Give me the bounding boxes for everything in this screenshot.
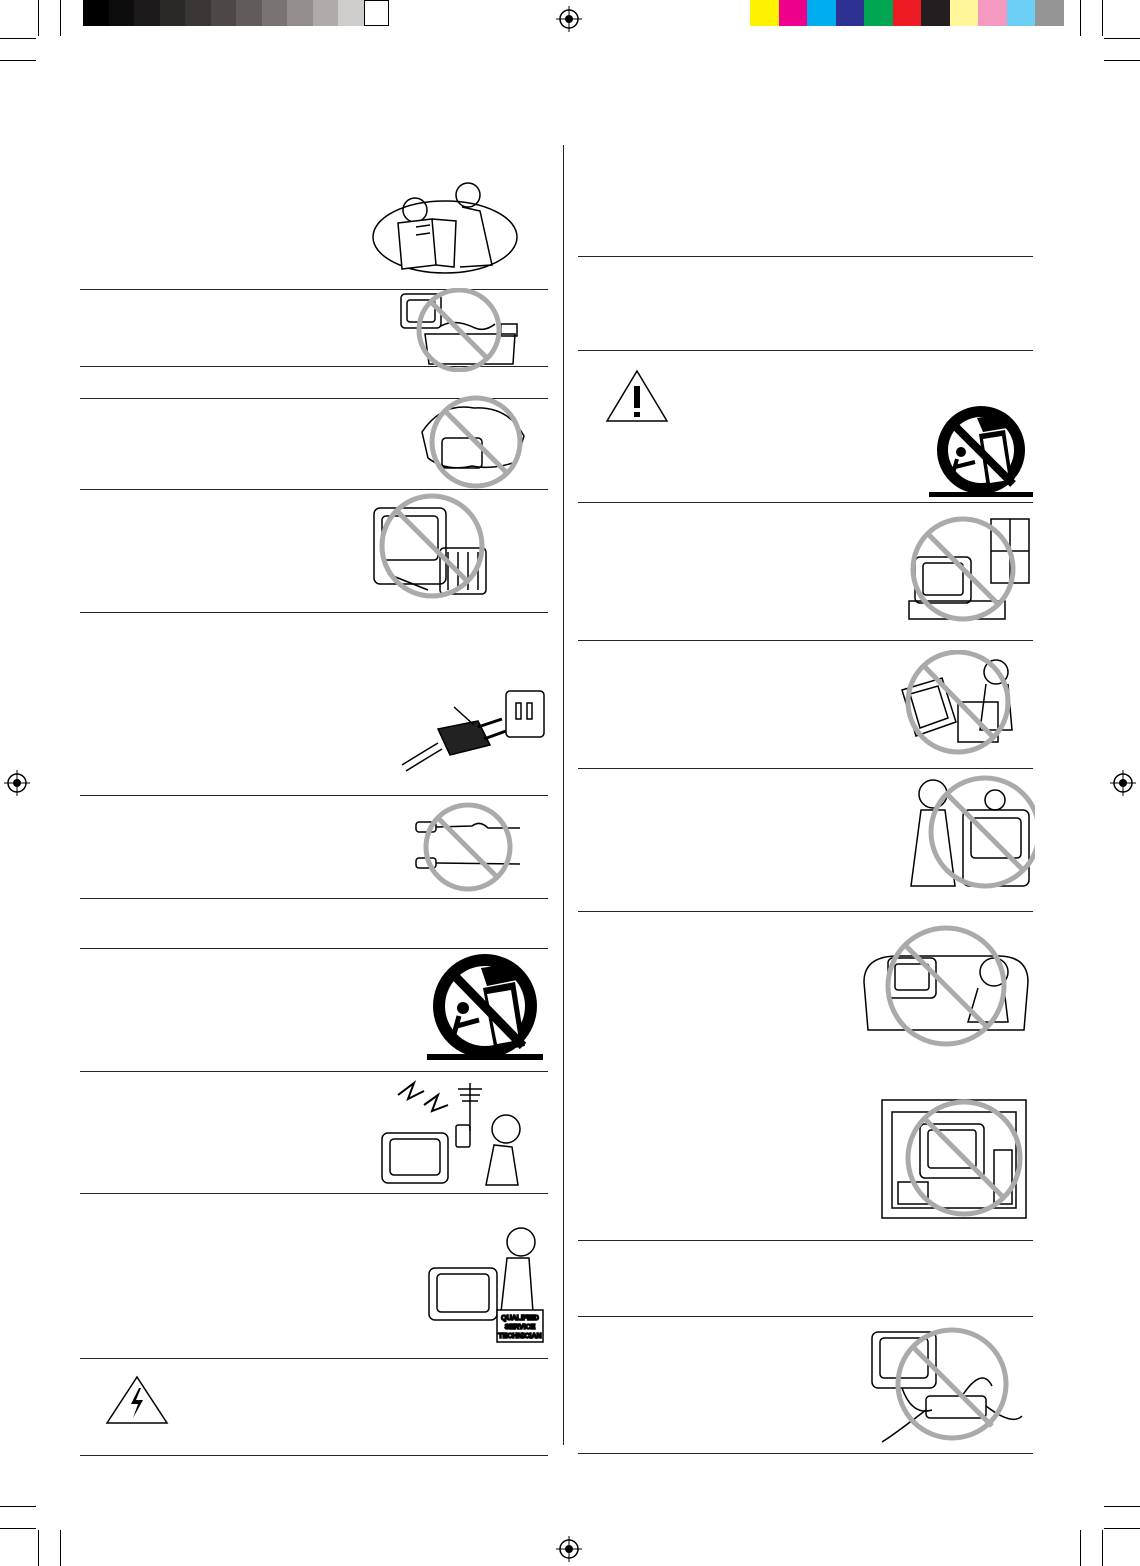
registration-mark-icon (556, 1536, 582, 1562)
tv-in-cabinet-illustration (878, 1090, 1030, 1222)
process-color-swatch (921, 0, 950, 26)
no-cart-tipping-icon (425, 950, 545, 1065)
grayscale-swatch (134, 0, 160, 26)
grayscale-swatch (160, 0, 186, 26)
lightning-warning-icon (105, 1374, 169, 1426)
process-color-swatch (893, 0, 922, 26)
process-color-swatch (750, 0, 779, 26)
sign-line-3: TECHNICIAN (498, 1333, 542, 1340)
child-climbing-tv-illustration (905, 770, 1035, 892)
reading-instructions-illustration (370, 175, 520, 275)
process-color-swatch (807, 0, 836, 26)
tv-covered-illustration (412, 392, 537, 490)
tv-near-water-illustration (395, 288, 535, 372)
process-color-swatch (950, 0, 979, 26)
registration-mark-icon (1110, 770, 1136, 796)
process-color-swatch (864, 0, 893, 26)
process-color-swatch (1035, 0, 1064, 26)
column-divider (563, 145, 564, 1445)
exclamation-warning-icon (605, 368, 669, 424)
no-cart-tipping-icon (925, 404, 1037, 500)
tv-near-heater-illustration (368, 492, 508, 602)
damaged-cord-illustration (412, 800, 527, 894)
tv-falling-illustration (888, 650, 1030, 758)
grayscale-swatch (338, 0, 364, 26)
grayscale-swatch (364, 0, 390, 26)
lightning-storm-illustration (378, 1075, 533, 1190)
registration-mark-icon (556, 6, 582, 32)
sign-line-1: QUALIFIED (501, 1315, 539, 1322)
overloaded-outlet-illustration (862, 1326, 1032, 1448)
tv-sunlight-illustration (893, 515, 1033, 623)
polarized-plug-illustration (398, 685, 548, 775)
tv-on-sofa-illustration (858, 922, 1033, 1050)
grayscale-swatch (236, 0, 262, 26)
grayscale-swatch (211, 0, 237, 26)
process-color-swatch (779, 0, 808, 26)
sign-line-2: SERVICE (504, 1324, 536, 1331)
process-color-swatch (1007, 0, 1036, 26)
grayscale-swatch (83, 0, 109, 26)
service-technician-illustration (425, 1222, 547, 1347)
grayscale-swatch (287, 0, 313, 26)
process-color-swatch (836, 0, 865, 26)
grayscale-swatch (109, 0, 135, 26)
grayscale-swatch (185, 0, 211, 26)
grayscale-swatch (262, 0, 288, 26)
registration-mark-icon (4, 770, 30, 796)
process-color-swatch (978, 0, 1007, 26)
grayscale-swatch (313, 0, 339, 26)
